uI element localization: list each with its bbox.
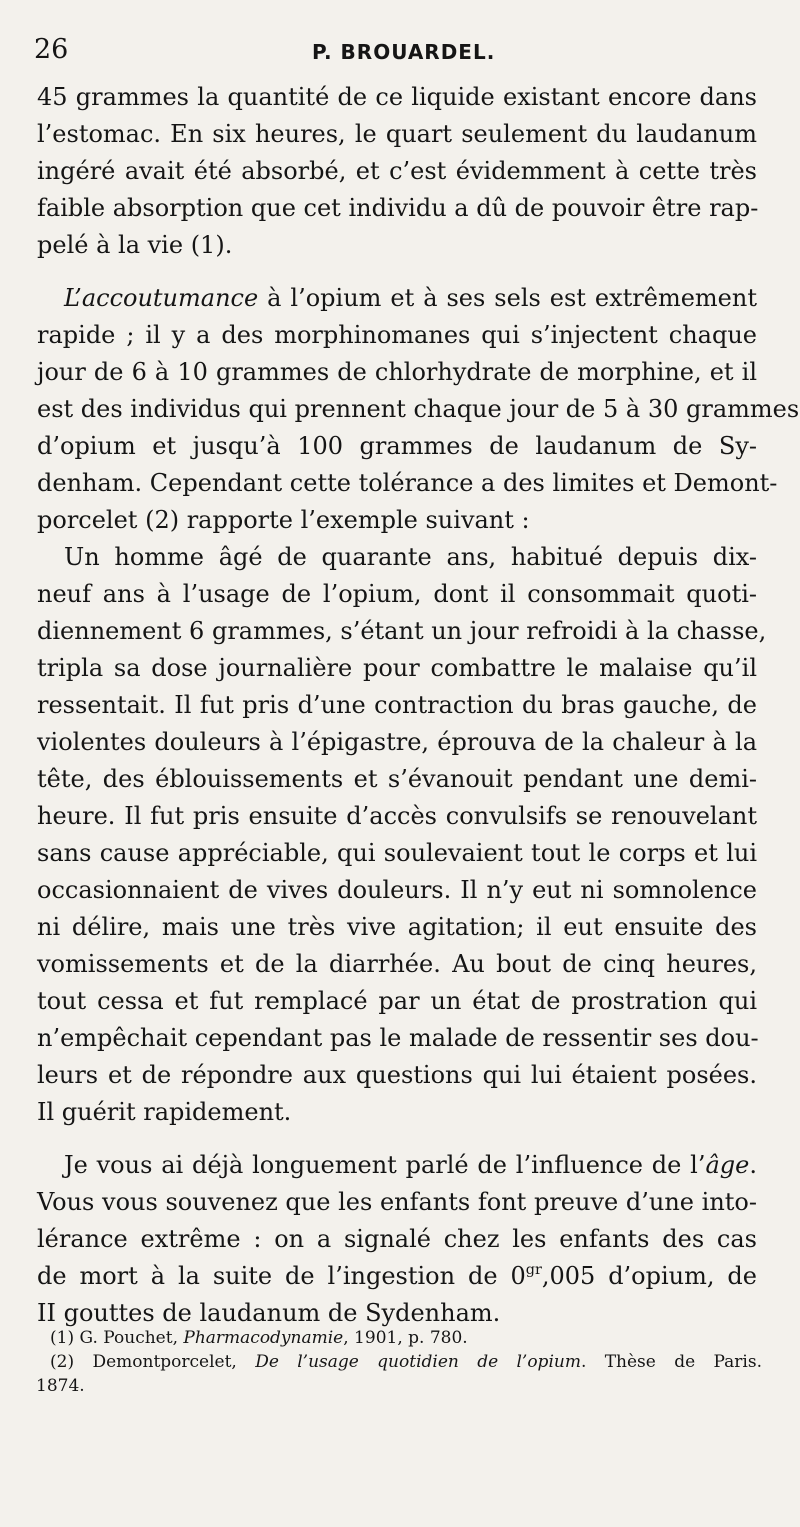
line-text-end: . bbox=[749, 1151, 757, 1179]
body-line: porcelet (2) rapporte l’exemple suivant : bbox=[37, 506, 530, 534]
footnote-2-continuation: 1874. bbox=[36, 1376, 85, 1396]
page-header bbox=[34, 34, 774, 78]
body-line: l’estomac. En six heures, le quart seulement du laudanum bbox=[37, 120, 757, 148]
line-text: à l’opium et à ses sels est extrêmement bbox=[258, 284, 757, 312]
body-line: heure. Il fut pris ensuite d’accès convulsifs se renouvelant bbox=[37, 802, 757, 830]
body-line: pelé à la vie (1). bbox=[37, 231, 233, 259]
footnote-title: Pharmacodynamie bbox=[183, 1328, 344, 1348]
body-line: d’opium et jusqu’à 100 grammes de laudanum de Sy- bbox=[37, 432, 757, 460]
footnote-author: Demontporcelet, bbox=[74, 1352, 256, 1372]
italic-term: âge bbox=[705, 1151, 750, 1179]
body-line: Vous vous souvenez que les enfants font preuve d’une into- bbox=[37, 1188, 757, 1216]
body-line: lérance extrême : on a signalé chez les enfants des cas bbox=[37, 1225, 757, 1253]
body-line: neuf ans à l’usage de l’opium, dont il consommait quoti- bbox=[37, 580, 757, 608]
italic-term: L’accoutumance bbox=[64, 284, 259, 312]
body-line: n’empêchait cependant pas le malade de ressentir ses dou- bbox=[37, 1024, 759, 1052]
running-head: P. BROUARDEL. bbox=[312, 40, 496, 64]
body-line: ni délire, mais une très vive agitation; il eut ensuite des bbox=[37, 913, 757, 941]
body-line bbox=[64, 281, 757, 315]
body-line: II gouttes de laudanum de Sydenham. bbox=[37, 1299, 501, 1327]
body-line: faible absorption que cet individu a dû de pouvoir être rap- bbox=[37, 194, 759, 222]
body-line: diennement 6 grammes, s’étant un jour refroidi à la chasse, bbox=[37, 617, 767, 645]
body-line: sans cause appréciable, qui soulevaient tout le corps et lui bbox=[37, 839, 757, 867]
line-text: Je vous ai déjà longuement parlé de l’influence de l’ bbox=[64, 1151, 706, 1179]
footnote-mark: (1) bbox=[50, 1328, 75, 1348]
body-line: Un homme âgé de quarante ans, habitué depuis dix- bbox=[64, 543, 757, 571]
line-text: de mort à la suite de l’ingestion de 0 bbox=[37, 1262, 526, 1290]
body-line: tripla sa dose journalière pour combattre le malaise qu’il bbox=[37, 654, 757, 682]
body-line: denham. Cependant cette tolérance a des limites et Demont- bbox=[37, 469, 778, 497]
footnote-mark: (2) bbox=[50, 1352, 75, 1372]
body-line: violentes douleurs à l’épigastre, éprouva de la chaleur à la bbox=[37, 728, 757, 756]
footnote-2 bbox=[50, 1350, 762, 1374]
body-line: est des individus qui prennent chaque jour de 5 à 30 grammes bbox=[37, 395, 800, 423]
body-line: 45 grammes la quantité de ce liquide existant encore dans bbox=[37, 83, 757, 111]
body-line: occasionnaient de vives douleurs. Il n’y eut ni somnolence bbox=[37, 876, 757, 904]
footnote-title: De l’usage quotidien de l’opium bbox=[255, 1352, 581, 1372]
body-line: ressentait. Il fut pris d’une contraction du bras gauche, de bbox=[37, 691, 757, 719]
body-line: jour de 6 à 10 grammes de chlorhydrate de morphine, et il bbox=[37, 358, 757, 386]
line-text-end: ,005 d’opium, de bbox=[541, 1262, 757, 1290]
body-line: ingéré avait été absorbé, et c’est évidemment à cette très bbox=[37, 157, 757, 185]
superscript-unit: gr bbox=[525, 1261, 542, 1278]
body-line: tête, des éblouissements et s’évanouit pendant une demi- bbox=[37, 765, 757, 793]
body-line bbox=[37, 1259, 757, 1293]
body-line bbox=[64, 1148, 757, 1182]
body-line: Il guérit rapidement. bbox=[37, 1098, 292, 1126]
body-line: rapide ; il y a des morphinomanes qui s’injectent chaque bbox=[37, 321, 757, 349]
footnote-1 bbox=[50, 1326, 762, 1350]
footnote-ref: . Thèse de Paris. bbox=[580, 1352, 762, 1372]
body-line: tout cessa et fut remplacé par un état de prostration qui bbox=[37, 987, 757, 1015]
body-line: leurs et de répondre aux questions qui lui étaient posées. bbox=[37, 1061, 757, 1089]
page-number: 26 bbox=[34, 34, 69, 65]
footnote-author: G. Pouchet, bbox=[74, 1328, 184, 1348]
footnote-ref: , 1901, p. 780. bbox=[343, 1328, 468, 1348]
body-line: vomissements et de la diarrhée. Au bout de cinq heures, bbox=[37, 950, 757, 978]
